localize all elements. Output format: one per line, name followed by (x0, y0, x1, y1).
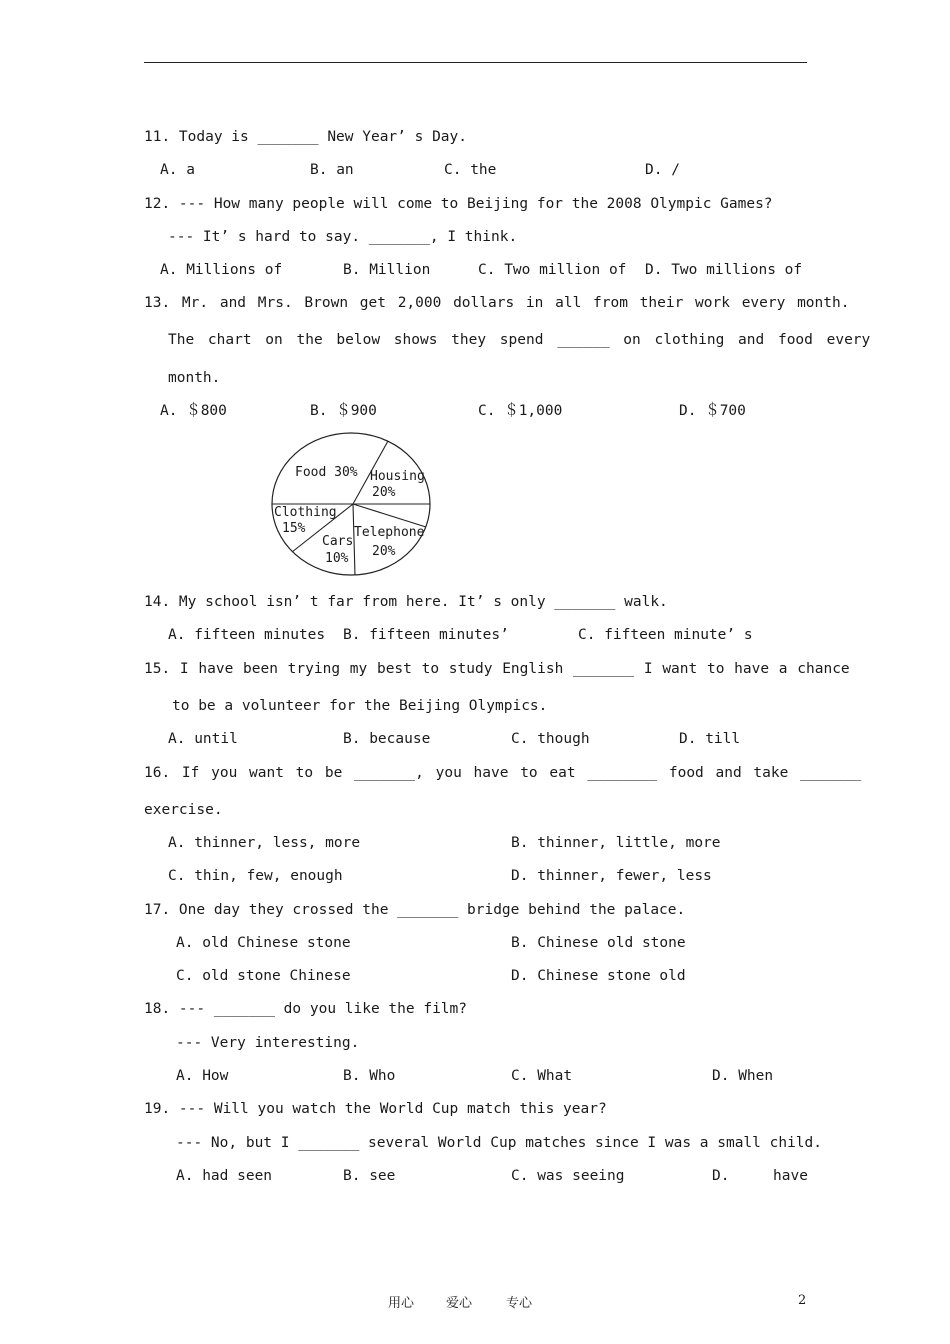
q19-option-d: D. (712, 1168, 730, 1184)
q11-stem: 11. Today is _______ New Year’ s Day. (144, 129, 468, 145)
header-rule (144, 62, 807, 63)
pie-label-cars: Cars (322, 534, 354, 549)
q13-option-a: A. ＄800 (160, 403, 227, 419)
q13-line2: The chart on the below shows they spend ______ on clothing and food every (168, 332, 871, 348)
q15-option-b: B. because (343, 731, 431, 747)
q12-option-b: B. Million (343, 262, 431, 278)
q11-option-b: B. an (310, 162, 354, 178)
q16-option-a: A. thinner, less, more (168, 835, 361, 851)
q12-option-a: A. Millions of (160, 262, 283, 278)
pie-value-clothing: 15% (282, 521, 306, 536)
footer-motto-3: 专心 (506, 1296, 533, 1311)
q16-option-c: C. thin, few, enough (168, 868, 343, 884)
q17-stem: 17. One day they crossed the _______ bridge behind the palace. (144, 902, 686, 918)
q12-stem: 12. --- How many people will come to Beijing for the 2008 Olympic Games? (144, 196, 773, 212)
q17-option-a: A. old Chinese stone (176, 935, 351, 951)
q11-option-d: D. / (645, 162, 680, 178)
q13-option-c: C. ＄1,000 (478, 403, 563, 419)
pie-label-telephone: Telephone (354, 525, 425, 540)
q15-line2: to be a volunteer for the Beijing Olympics. (172, 698, 548, 714)
q13-option-b: B. ＄900 (310, 403, 377, 419)
q14-option-a: A. fifteen minutes (168, 627, 326, 643)
q18-option-d: D. When (712, 1068, 774, 1084)
q17-option-b: B. Chinese old stone (511, 935, 686, 951)
q17-option-d: D. Chinese stone old (511, 968, 686, 984)
pie-label-food: Food 30% (295, 465, 358, 480)
pie-divider-telephone-edge (353, 504, 426, 527)
q16-line1: 16. If you want to be _______, you have to eat ________ food and take _______ (144, 765, 862, 781)
q18-option-b: B. Who (343, 1068, 396, 1084)
pie-value-telephone: 20% (372, 544, 396, 559)
q18-option-a: A. How (176, 1068, 229, 1084)
q13-line1: 13. Mr. and Mrs. Brown get 2,000 dollars in all from their work every month. (144, 295, 850, 311)
q15-option-c: C. though (511, 731, 590, 747)
pie-chart (262, 428, 442, 584)
q17-option-c: C. old stone Chinese (176, 968, 351, 984)
q19-option-c: C. was seeing (511, 1168, 625, 1184)
q15-option-a: A. until (168, 731, 238, 747)
q12-option-d: D. Two millions of (645, 262, 803, 278)
q11-option-a: A. a (160, 162, 195, 178)
q18-option-c: C. What (511, 1068, 573, 1084)
footer-motto-2: 爱心 (446, 1296, 473, 1311)
q13-option-d: D. ＄700 (679, 403, 746, 419)
q16-line2: exercise. (144, 802, 223, 818)
q16-option-d: D. thinner, fewer, less (511, 868, 712, 884)
q14-option-b: B. fifteen minutes’ (343, 627, 509, 643)
page-number: 2 (798, 1293, 807, 1308)
q11-option-c: C. the (444, 162, 497, 178)
footer-motto-1: 用心 (388, 1296, 415, 1311)
q16-option-b: B. thinner, little, more (511, 835, 721, 851)
q19-line2: --- No, but I _______ several World Cup matches since I was a small child. (176, 1135, 823, 1151)
pie-value-cars: 10% (325, 551, 349, 566)
q19-option-b: B. see (343, 1168, 396, 1184)
q12-line2: --- It’ s hard to say. _______, I think. (168, 229, 518, 245)
q18-line2: --- Very interesting. (176, 1035, 360, 1051)
q12-option-c: C. Two million of (478, 262, 627, 278)
q19-stem: 19. --- Will you watch the World Cup match this year? (144, 1101, 607, 1117)
q19-option-a: A. had seen (176, 1168, 273, 1184)
pie-label-clothing: Clothing (274, 505, 337, 520)
q13-line3: month. (168, 370, 221, 386)
q18-stem: 18. --- _______ do you like the film? (144, 1001, 468, 1017)
pie-label-housing: Housing (370, 469, 425, 484)
q19-option-d-word: have (773, 1168, 808, 1184)
q14-option-c: C. fifteen minute’ s (578, 627, 753, 643)
q15-option-d: D. till (679, 731, 741, 747)
pie-value-housing: 20% (372, 485, 396, 500)
q14-stem: 14. My school isn’ t far from here. It’ s only _______ walk. (144, 594, 668, 610)
q15-line1: 15. I have been trying my best to study English _______ I want to have a chance (144, 661, 850, 677)
